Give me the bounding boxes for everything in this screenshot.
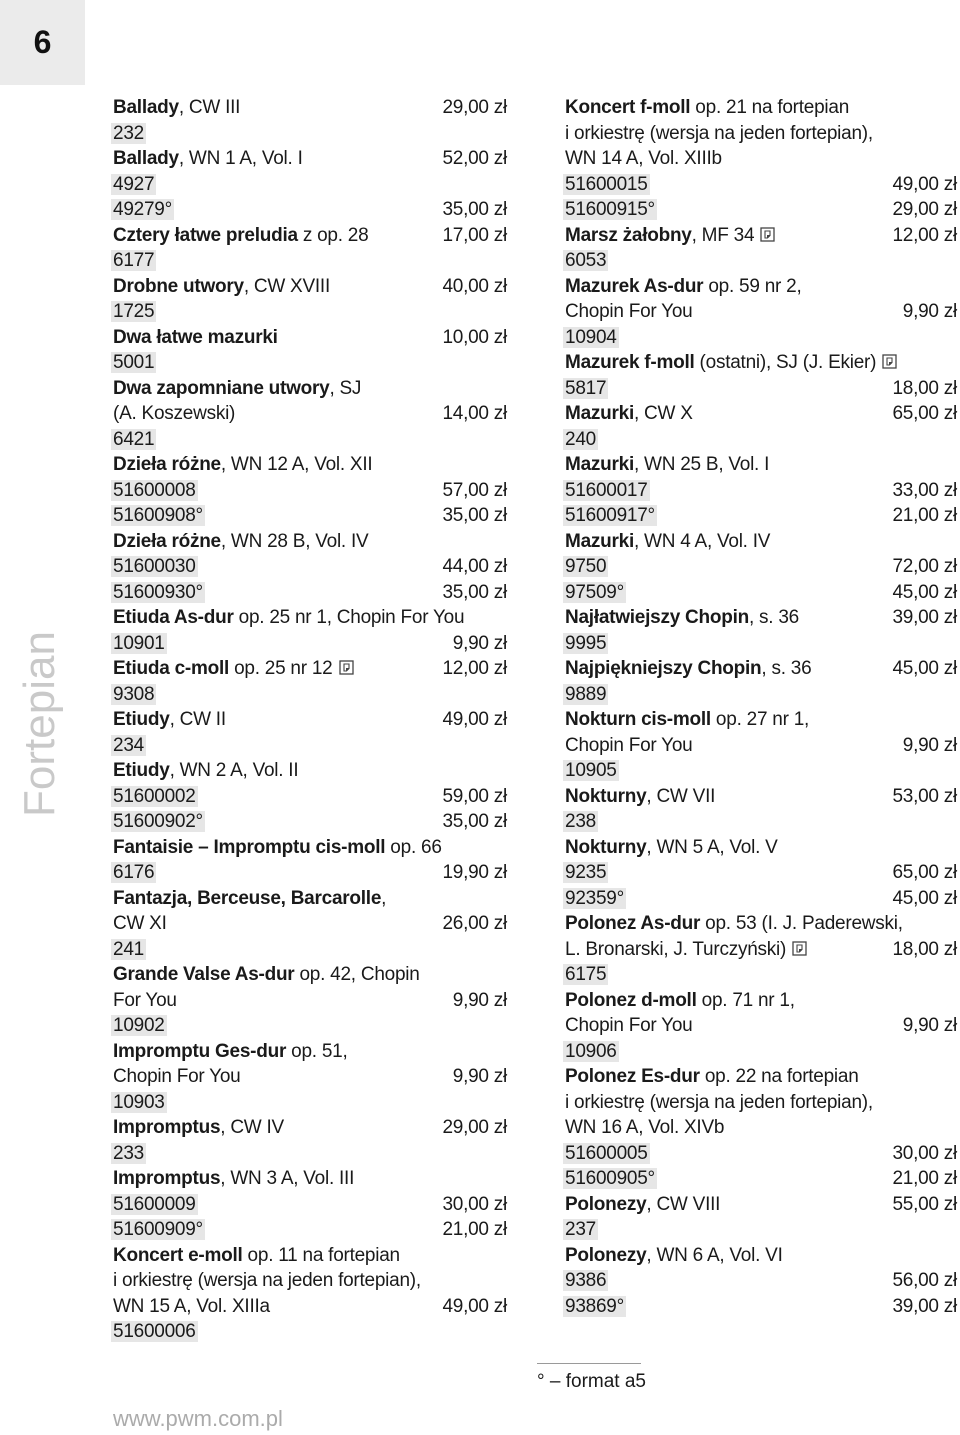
title-line (565, 401, 957, 427)
product-code: 241 (113, 938, 144, 960)
footnote-divider (537, 1363, 641, 1364)
product-code-line (565, 886, 957, 912)
title-line (565, 1013, 957, 1039)
work-title: Mazurek f-moll (565, 352, 695, 373)
price: 30,00 zł (892, 1142, 957, 1164)
price: 12,00 zł (892, 224, 957, 246)
price: 26,00 zł (442, 913, 507, 934)
product-code: 51600917° (565, 505, 655, 527)
work-title: Nokturny (565, 836, 647, 858)
title-line (113, 758, 507, 784)
title-line (565, 95, 957, 121)
product-code: 233 (113, 1142, 144, 1164)
price: 49,00 zł (442, 1295, 507, 1317)
title-line (565, 911, 957, 937)
product-code-line (565, 682, 957, 708)
title-line (565, 299, 957, 325)
product-code-line (565, 197, 957, 223)
work-details: , WN 25 B, Vol. I (634, 454, 770, 475)
product-code: 4927 (113, 173, 155, 195)
product-code: 234 (113, 734, 144, 756)
product-code-line (113, 1192, 507, 1218)
title-line (565, 707, 957, 733)
title-line (565, 1090, 957, 1116)
price: 29,00 zł (442, 1117, 507, 1138)
product-code: 10904 (565, 326, 617, 348)
footnote: ° – format a5 (537, 1371, 646, 1392)
note-page-icon (339, 660, 354, 675)
product-code: 9235 (565, 862, 607, 884)
work-details: , WN 6 A, Vol. VI (646, 1244, 783, 1266)
title-line (113, 1115, 507, 1141)
work-title: Nokturny (565, 785, 647, 807)
work-details: op. 25 nr 1, Chopin For You (233, 607, 465, 628)
price: 45,00 zł (892, 658, 957, 679)
work-title: Nokturn cis-moll (565, 709, 711, 730)
product-code: 9308 (113, 683, 155, 705)
work-title: Fantaisie – Impromptu cis-moll (113, 836, 386, 858)
work-details: Chopin For You (113, 1066, 241, 1087)
work-details: op. 21 na fortepian (690, 97, 850, 118)
work-title: Koncert e-moll (113, 1244, 243, 1266)
product-code-line (113, 580, 507, 606)
work-title: Ballady (113, 97, 179, 118)
product-code-line (565, 758, 957, 784)
work-title: Najpiękniejszy Chopin (565, 658, 762, 679)
page-number-box (0, 0, 85, 85)
work-details: i orkiestrę (wersja na jeden fortepian), (565, 1091, 873, 1113)
title-line (113, 401, 507, 427)
title-line (113, 1064, 507, 1090)
work-details: , s. 36 (761, 658, 812, 679)
product-code: 5817 (565, 377, 607, 399)
work-title: Dwa łatwe mazurki (113, 326, 278, 348)
product-code-line (565, 554, 957, 580)
title-line (113, 146, 507, 172)
work-details: , WN 2 A, Vol. II (169, 760, 299, 781)
title-line (113, 835, 507, 861)
product-code: 10906 (565, 1040, 617, 1062)
title-line (113, 656, 507, 682)
work-title: Etiudy (113, 709, 170, 730)
work-title: Dzieła różne (113, 454, 221, 475)
website-url[interactable]: www.pwm.com.pl (113, 1406, 283, 1431)
work-details: op. 25 nr 12 (229, 658, 333, 679)
work-title: Impromptus (113, 1168, 221, 1189)
product-code-line (113, 427, 507, 453)
product-code-line (113, 248, 507, 274)
price: 35,00 zł (442, 505, 507, 526)
product-code-line (565, 503, 957, 529)
product-code: 51600905° (565, 1168, 655, 1190)
title-line (113, 1268, 507, 1294)
price: 18,00 zł (892, 938, 957, 960)
product-code: 9750 (565, 556, 607, 578)
product-code-line (113, 350, 507, 376)
work-details: op. 11 na fortepian (242, 1244, 400, 1266)
work-title: Polonezy (565, 1193, 647, 1215)
price: 65,00 zł (892, 862, 957, 883)
title-line (565, 1064, 957, 1090)
title-line (565, 835, 957, 861)
product-code-line (565, 427, 957, 453)
work-details: WN 14 A, Vol. XIIIb (565, 148, 722, 169)
product-code: 51600008 (113, 479, 196, 501)
price: 19,90 zł (442, 862, 507, 883)
price: 9,90 zł (902, 301, 957, 322)
product-code: 10901 (113, 632, 165, 654)
product-code: 51600006 (113, 1321, 196, 1343)
work-details: CW XI (113, 913, 167, 934)
product-code: 6421 (113, 428, 155, 450)
title-line (113, 1294, 507, 1320)
product-code: 10902 (113, 1015, 165, 1037)
work-details: , WN 12 A, Vol. XII (220, 454, 373, 475)
price: 72,00 zł (892, 556, 957, 577)
product-code-line (113, 1217, 507, 1243)
work-details: , CW II (169, 709, 226, 730)
price: 9,90 zł (452, 989, 507, 1011)
title-line (113, 529, 507, 555)
product-code-line (113, 1013, 507, 1039)
price: 45,00 zł (892, 581, 957, 603)
product-code-line (565, 1217, 957, 1243)
product-code: 237 (565, 1219, 596, 1241)
title-line (113, 707, 507, 733)
product-code: 97509° (565, 581, 624, 603)
product-code-line (565, 1268, 957, 1294)
title-line (565, 350, 957, 376)
work-title: Ballady (113, 148, 179, 169)
title-line (565, 1243, 957, 1269)
work-title: Impromptu Ges-dur (113, 1040, 287, 1062)
price: 53,00 zł (892, 785, 957, 807)
product-code: 6053 (565, 250, 607, 272)
work-title: Etiudy (113, 760, 170, 781)
title-line (565, 146, 957, 172)
work-details: op. 42, Chopin (294, 964, 420, 985)
price: 29,00 zł (442, 97, 507, 118)
title-line (113, 988, 507, 1014)
price: 9,90 zł (902, 1015, 957, 1036)
title-line (113, 223, 507, 249)
work-details: , s. 36 (748, 607, 799, 628)
product-code-line (113, 733, 507, 759)
price: 30,00 zł (442, 1193, 507, 1215)
product-code-line (565, 1141, 957, 1167)
title-line (565, 733, 957, 759)
price: 52,00 zł (442, 148, 507, 169)
product-code: 6176 (113, 862, 155, 884)
product-code: 10905 (565, 760, 617, 782)
product-code-line (565, 860, 957, 886)
product-code-line (565, 1294, 957, 1320)
price: 21,00 zł (892, 1168, 957, 1189)
title-line (113, 1039, 507, 1065)
title-line (565, 274, 957, 300)
work-title: Mazurek As-dur (565, 275, 704, 297)
title-line (113, 911, 507, 937)
price: 55,00 zł (892, 1193, 957, 1215)
price: 21,00 zł (892, 505, 957, 526)
product-code-line (113, 503, 507, 529)
product-code: 9995 (565, 632, 607, 654)
work-title: Marsz żałobny (565, 224, 692, 246)
product-code-line (565, 376, 957, 402)
product-code: 51600015 (565, 173, 648, 195)
product-code: 51600930° (113, 581, 203, 603)
price: 39,00 zł (892, 1295, 957, 1317)
product-code-line (565, 325, 957, 351)
work-title: Koncert f-moll (565, 97, 691, 118)
work-details: z op. 28 (297, 224, 369, 246)
work-details: Chopin For You (565, 301, 693, 322)
title-line (113, 274, 507, 300)
product-code: 51600908° (113, 505, 203, 527)
title-line (565, 121, 957, 147)
product-code: 6177 (113, 250, 155, 272)
product-code-line (113, 172, 507, 198)
price: 45,00 zł (892, 887, 957, 909)
title-line (113, 886, 507, 912)
product-code: 51600009 (113, 1193, 196, 1215)
work-details: , MF 34 (691, 224, 755, 246)
price: 18,00 zł (892, 377, 957, 399)
product-code: 51600902° (113, 811, 203, 833)
title-line (113, 376, 507, 402)
price: 29,00 zł (892, 199, 957, 220)
product-code-line (113, 554, 507, 580)
work-details: Chopin For You (565, 1015, 693, 1036)
product-code-line (113, 299, 507, 325)
product-code-line (113, 809, 507, 835)
product-code: 49279° (113, 199, 172, 221)
price: 10,00 zł (442, 326, 507, 348)
title-line (113, 452, 507, 478)
product-code: 51600017 (565, 479, 648, 501)
product-code: 1725 (113, 301, 155, 323)
work-details: op. 59 nr 2, (703, 275, 802, 297)
work-details: , CW XVIII (243, 275, 330, 297)
work-title: Polonezy (565, 1244, 647, 1266)
price: 35,00 zł (442, 199, 507, 220)
product-code-line (113, 682, 507, 708)
work-details: (ostatni), SJ (J. Ekier) (694, 352, 877, 373)
product-code-line (565, 1039, 957, 1065)
product-code: 232 (113, 122, 144, 144)
price: 65,00 zł (892, 403, 957, 424)
price: 49,00 zł (892, 173, 957, 195)
price: 12,00 zł (442, 658, 507, 679)
title-line (113, 1243, 507, 1269)
price: 40,00 zł (442, 275, 507, 297)
work-details: , WN 5 A, Vol. V (646, 836, 778, 858)
product-code-line (113, 1090, 507, 1116)
product-code-line (113, 784, 507, 810)
price: 57,00 zł (442, 479, 507, 501)
work-details: , (381, 887, 387, 909)
product-code: 51600030 (113, 556, 196, 578)
work-details: , SJ (329, 377, 362, 399)
price: 9,90 zł (902, 734, 957, 756)
work-details: WN 15 A, Vol. XIIIa (113, 1295, 270, 1317)
product-code-line (565, 631, 957, 657)
product-code-line (113, 1319, 507, 1345)
work-details: , WN 4 A, Vol. IV (634, 530, 771, 552)
work-title: Polonez Es-dur (565, 1066, 700, 1087)
price: 39,00 zł (892, 607, 957, 628)
price: 17,00 zł (442, 224, 507, 246)
work-details: WN 16 A, Vol. XIVb (565, 1117, 725, 1138)
work-details: op. 53 (I. J. Paderewski, (700, 913, 903, 934)
product-code-line (565, 1166, 957, 1192)
work-title: Cztery łatwe preludia (113, 224, 298, 246)
title-line (113, 1166, 507, 1192)
title-line (565, 1115, 957, 1141)
title-line (565, 937, 957, 963)
work-details: , CW III (178, 97, 241, 118)
work-details: i orkiestrę (wersja na jeden fortepian), (565, 122, 873, 144)
price: 49,00 zł (442, 709, 507, 730)
note-page-icon (792, 941, 807, 956)
product-code-line (113, 937, 507, 963)
price: 9,90 zł (452, 1066, 507, 1087)
product-code-line (565, 809, 957, 835)
work-title: Mazurki (565, 454, 634, 475)
title-line (565, 605, 957, 631)
product-code-line (565, 172, 957, 198)
title-line (565, 988, 957, 1014)
product-code-line (113, 1141, 507, 1167)
price: 14,00 zł (442, 403, 507, 424)
work-details: L. Bronarski, J. Turczyński) (565, 938, 787, 960)
price: 9,90 zł (452, 632, 507, 654)
price: 59,00 zł (442, 785, 507, 807)
work-title: Drobne utwory (113, 275, 244, 297)
product-code: 9386 (565, 1270, 607, 1292)
price: 56,00 zł (892, 1270, 957, 1291)
work-details: op. 71 nr 1, (696, 989, 795, 1011)
work-details: (A. Koszewski) (113, 403, 236, 424)
product-code: 92359° (565, 887, 624, 909)
price: 21,00 zł (442, 1219, 507, 1240)
work-title: Polonez As-dur (565, 913, 701, 934)
product-code: 51600005 (565, 1142, 648, 1164)
work-details: Chopin For You (565, 734, 693, 756)
work-title: Najłatwiejszy Chopin (565, 607, 749, 628)
work-title: Polonez d-moll (565, 989, 697, 1011)
work-details: op. 27 nr 1, (710, 709, 810, 730)
work-details: For You (113, 989, 177, 1011)
price: 44,00 zł (442, 556, 507, 577)
work-title: Dwa zapomniane utwory (113, 377, 330, 399)
catalog-column-right (565, 95, 957, 1319)
product-code: 238 (565, 811, 596, 833)
price: 33,00 zł (892, 479, 957, 501)
work-details: , CW X (634, 403, 693, 424)
work-details: , CW VII (646, 785, 716, 807)
product-code-line (113, 631, 507, 657)
product-code: 51600002 (113, 785, 196, 807)
product-code: 6175 (565, 964, 607, 986)
product-code-line (565, 478, 957, 504)
work-title: Etiuda c-moll (113, 658, 230, 679)
work-title: Impromptus (113, 1117, 221, 1138)
title-line (565, 223, 957, 249)
product-code-line (113, 478, 507, 504)
work-title: Mazurki (565, 530, 634, 552)
product-code: 10903 (113, 1091, 165, 1113)
title-line (565, 784, 957, 810)
work-title: Etiuda As-dur (113, 607, 234, 628)
work-details: op. 51, (286, 1040, 348, 1062)
section-title: Fortepian (15, 631, 64, 817)
product-code: 240 (565, 428, 596, 450)
work-details: , WN 1 A, Vol. I (178, 148, 303, 169)
work-details: op. 22 na fortepian (699, 1066, 859, 1087)
title-line (113, 962, 507, 988)
product-code-line (565, 580, 957, 606)
title-line (113, 325, 507, 351)
note-page-icon (760, 227, 775, 242)
product-code: 5001 (113, 352, 155, 374)
title-line (113, 605, 507, 631)
product-code: 9889 (565, 683, 607, 705)
product-code: 51600915° (565, 199, 655, 221)
product-code-line (113, 121, 507, 147)
work-title: Fantazja, Berceuse, Barcarolle (113, 887, 382, 909)
title-line (565, 1192, 957, 1218)
work-details: , CW IV (220, 1117, 284, 1138)
work-title: Dzieła różne (113, 530, 221, 552)
product-code: 93869° (565, 1295, 624, 1317)
work-details: i orkiestrę (wersja na jeden fortepian), (113, 1270, 421, 1291)
work-title: Mazurki (565, 403, 634, 424)
work-details: , WN 3 A, Vol. III (220, 1168, 355, 1189)
work-details: op. 66 (385, 836, 442, 858)
work-details: , CW VIII (646, 1193, 721, 1215)
product-code-line (565, 248, 957, 274)
title-line (565, 452, 957, 478)
title-line (565, 656, 957, 682)
work-title: Grande Valse As-dur (113, 964, 295, 985)
price: 35,00 zł (442, 811, 507, 832)
page-number: 6 (33, 24, 52, 60)
product-code-line (113, 860, 507, 886)
product-code: 51600909° (113, 1219, 203, 1241)
product-code-line (113, 197, 507, 223)
work-details: , WN 28 B, Vol. IV (220, 530, 369, 552)
price: 35,00 zł (442, 581, 507, 603)
product-code-line (565, 962, 957, 988)
title-line (565, 529, 957, 555)
title-line (113, 95, 507, 121)
note-page-icon (882, 354, 897, 369)
catalog-column-left (113, 95, 507, 1345)
